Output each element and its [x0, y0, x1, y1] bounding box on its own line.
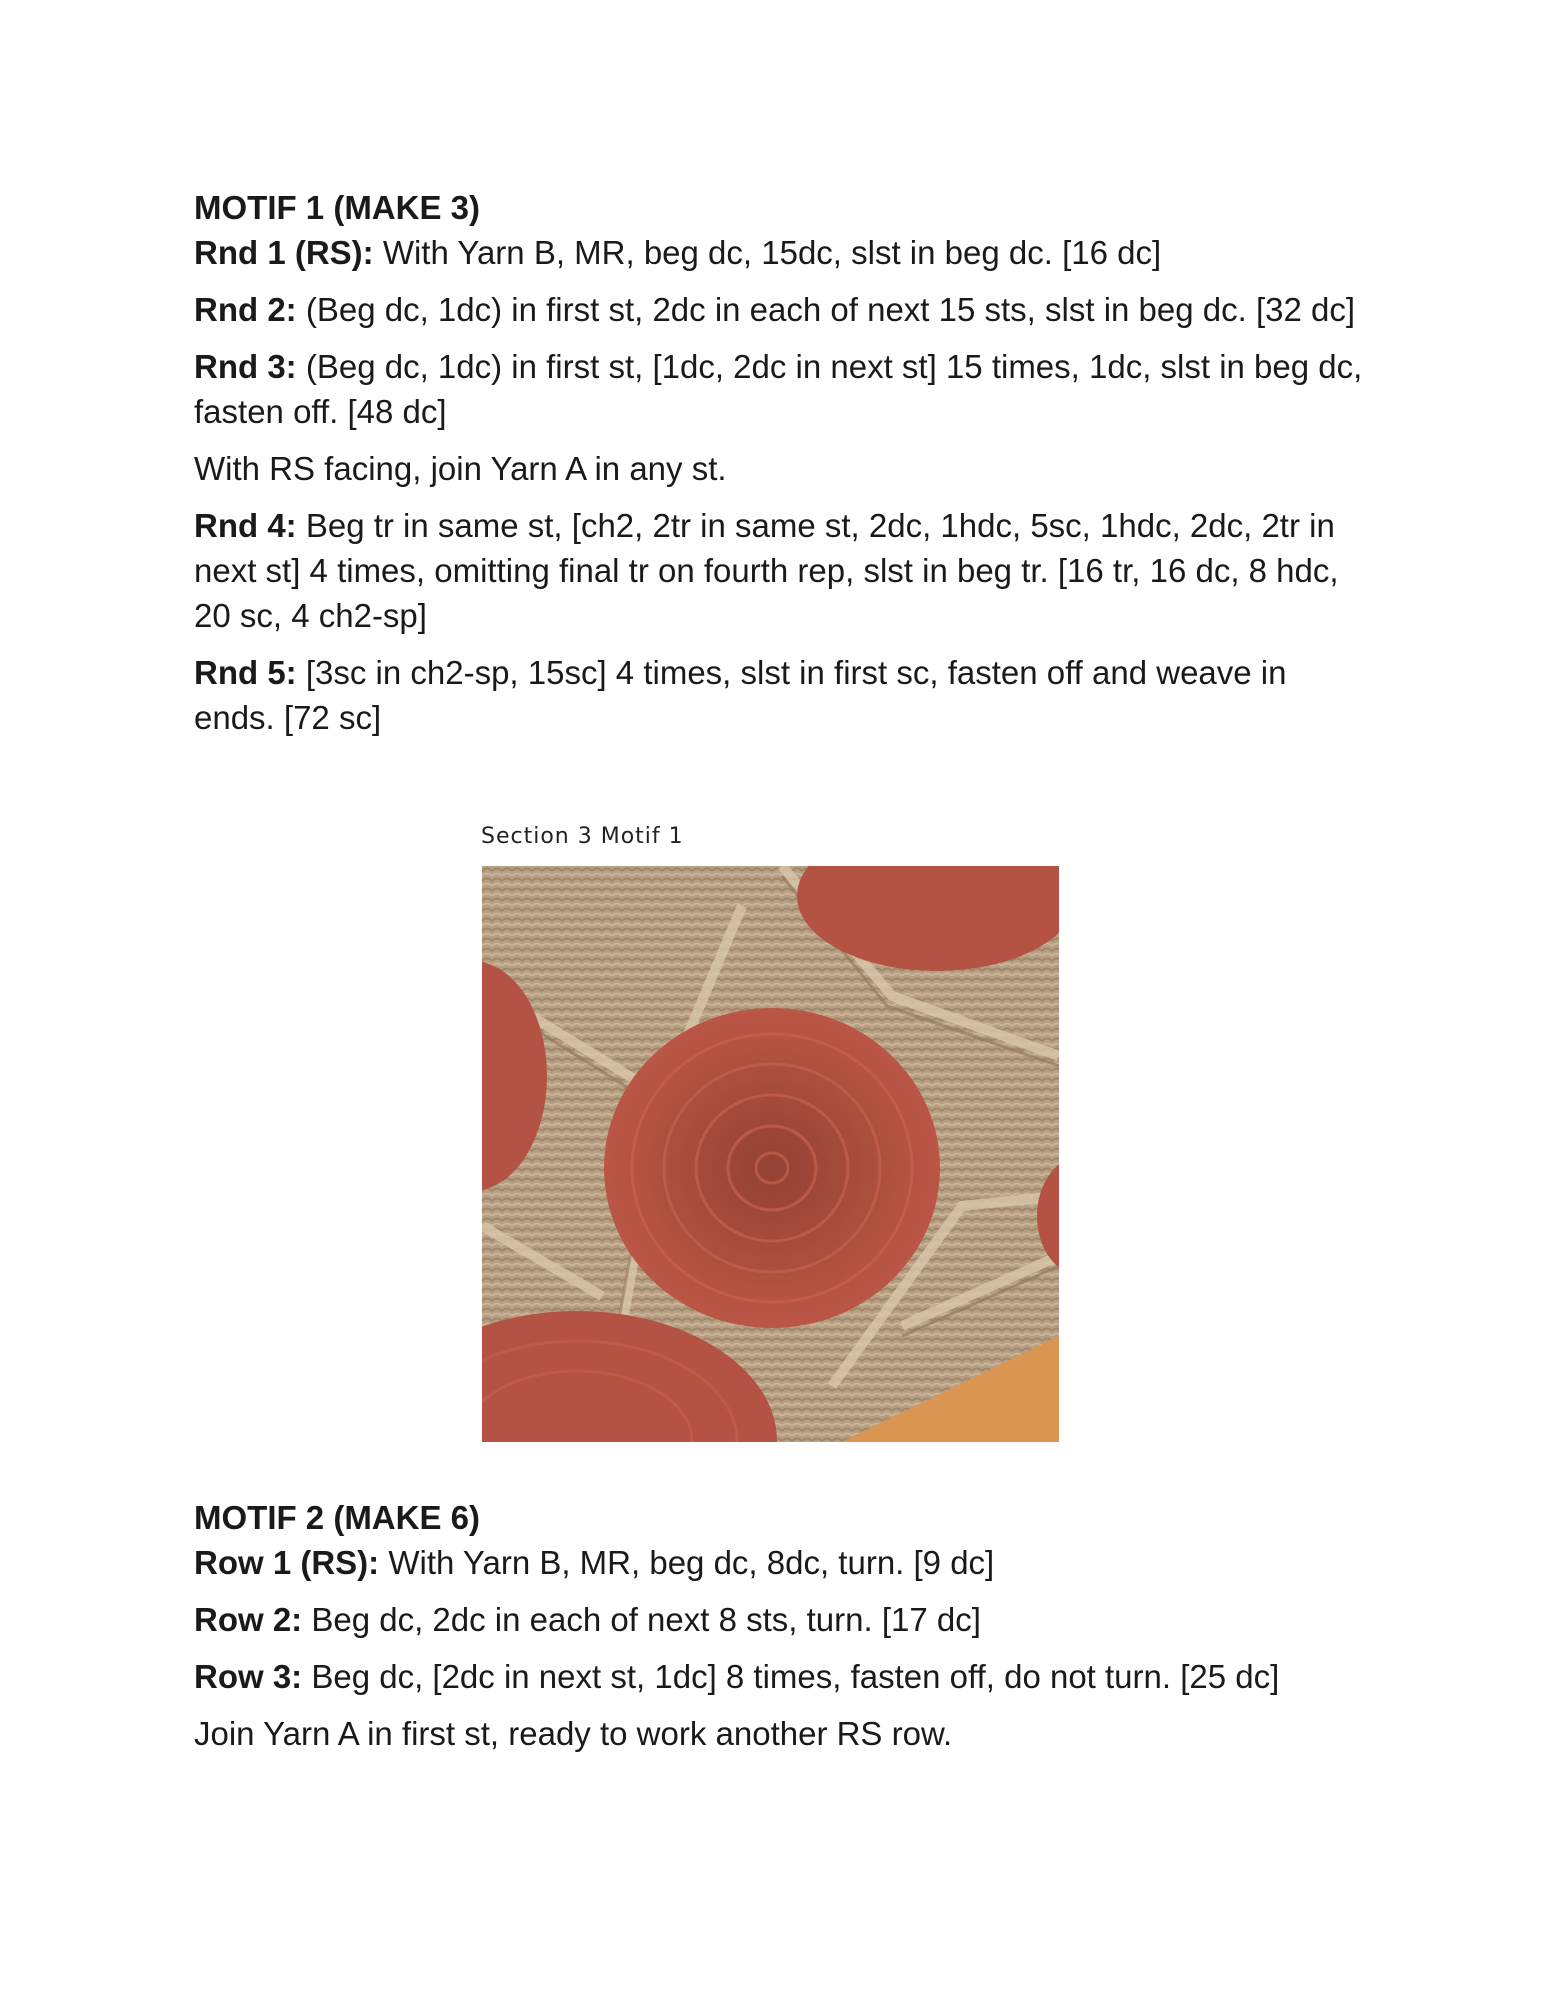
step-text: With Yarn B, MR, beg dc, 8dc, turn. [9 dc]: [379, 1544, 995, 1581]
motif-2-row-2: [194, 1597, 1374, 1642]
step-text: Beg dc, 2dc in each of next 8 sts, turn. [17 dc]: [302, 1601, 981, 1638]
step-text: (Beg dc, 1dc) in first st, [1dc, 2dc in next st] 15 times, 1dc, slst in beg dc, fasten off. [48 dc]: [194, 348, 1363, 430]
step-label: Rnd 5:: [194, 654, 297, 691]
step-label: Row 1 (RS):: [194, 1544, 380, 1581]
step-text: With RS facing, join Yarn A in any st.: [194, 450, 727, 487]
step-text: (Beg dc, 1dc) in first st, 2dc in each of next 15 sts, slst in beg dc. [32 dc]: [296, 291, 1356, 328]
step-text: Beg dc, [2dc in next st, 1dc] 8 times, fasten off, do not turn. [25 dc]: [302, 1658, 1280, 1695]
motif-1-heading: MOTIF 1 (MAKE 3): [194, 189, 480, 226]
step-label: Rnd 3:: [194, 348, 297, 385]
figure-caption: Section 3 Motif 1: [481, 824, 684, 849]
step-label: Rnd 1 (RS):: [194, 234, 374, 271]
crochet-motif-photo: [482, 866, 1059, 1442]
step-label: Row 3:: [194, 1658, 303, 1695]
step-label: Row 2:: [194, 1601, 303, 1638]
motif-1-section: [194, 186, 1374, 752]
step-text: Beg tr in same st, [ch2, 2tr in same st, 2dc, 1hdc, 5sc, 1hdc, 2dc, 2tr in next st] 4 times, omitting final tr on fourth rep, slst in beg tr. [16 tr, 16 dc, 8 hdc, 20 sc, 4 ch2-sp]: [194, 507, 1339, 634]
crochet-photo-illustration: [482, 866, 1059, 1442]
motif-2-heading: MOTIF 2 (MAKE 6): [194, 1499, 480, 1536]
motif-1-join-note: [194, 446, 1374, 491]
motif-1-rnd-5: [194, 650, 1374, 740]
motif-2-row-1: [194, 1540, 1374, 1585]
motif-1-rnd-2: [194, 287, 1374, 332]
motif-1-rnd-4: [194, 503, 1374, 638]
motif-1-rnd-1: [194, 230, 1374, 275]
motif-2-row-3: [194, 1654, 1374, 1699]
step-text: Join Yarn A in first st, ready to work another RS row.: [194, 1715, 953, 1752]
step-label: Rnd 2:: [194, 291, 297, 328]
step-text: With Yarn B, MR, beg dc, 15dc, slst in beg dc. [16 dc]: [373, 234, 1162, 271]
motif-1-rnd-3: [194, 344, 1374, 434]
step-text: [3sc in ch2-sp, 15sc] 4 times, slst in first sc, fasten off and weave in ends. [72 sc]: [194, 654, 1287, 736]
step-label: Rnd 4:: [194, 507, 297, 544]
motif-2-section: [194, 1496, 1374, 1768]
motif-2-join-note: [194, 1711, 1374, 1756]
